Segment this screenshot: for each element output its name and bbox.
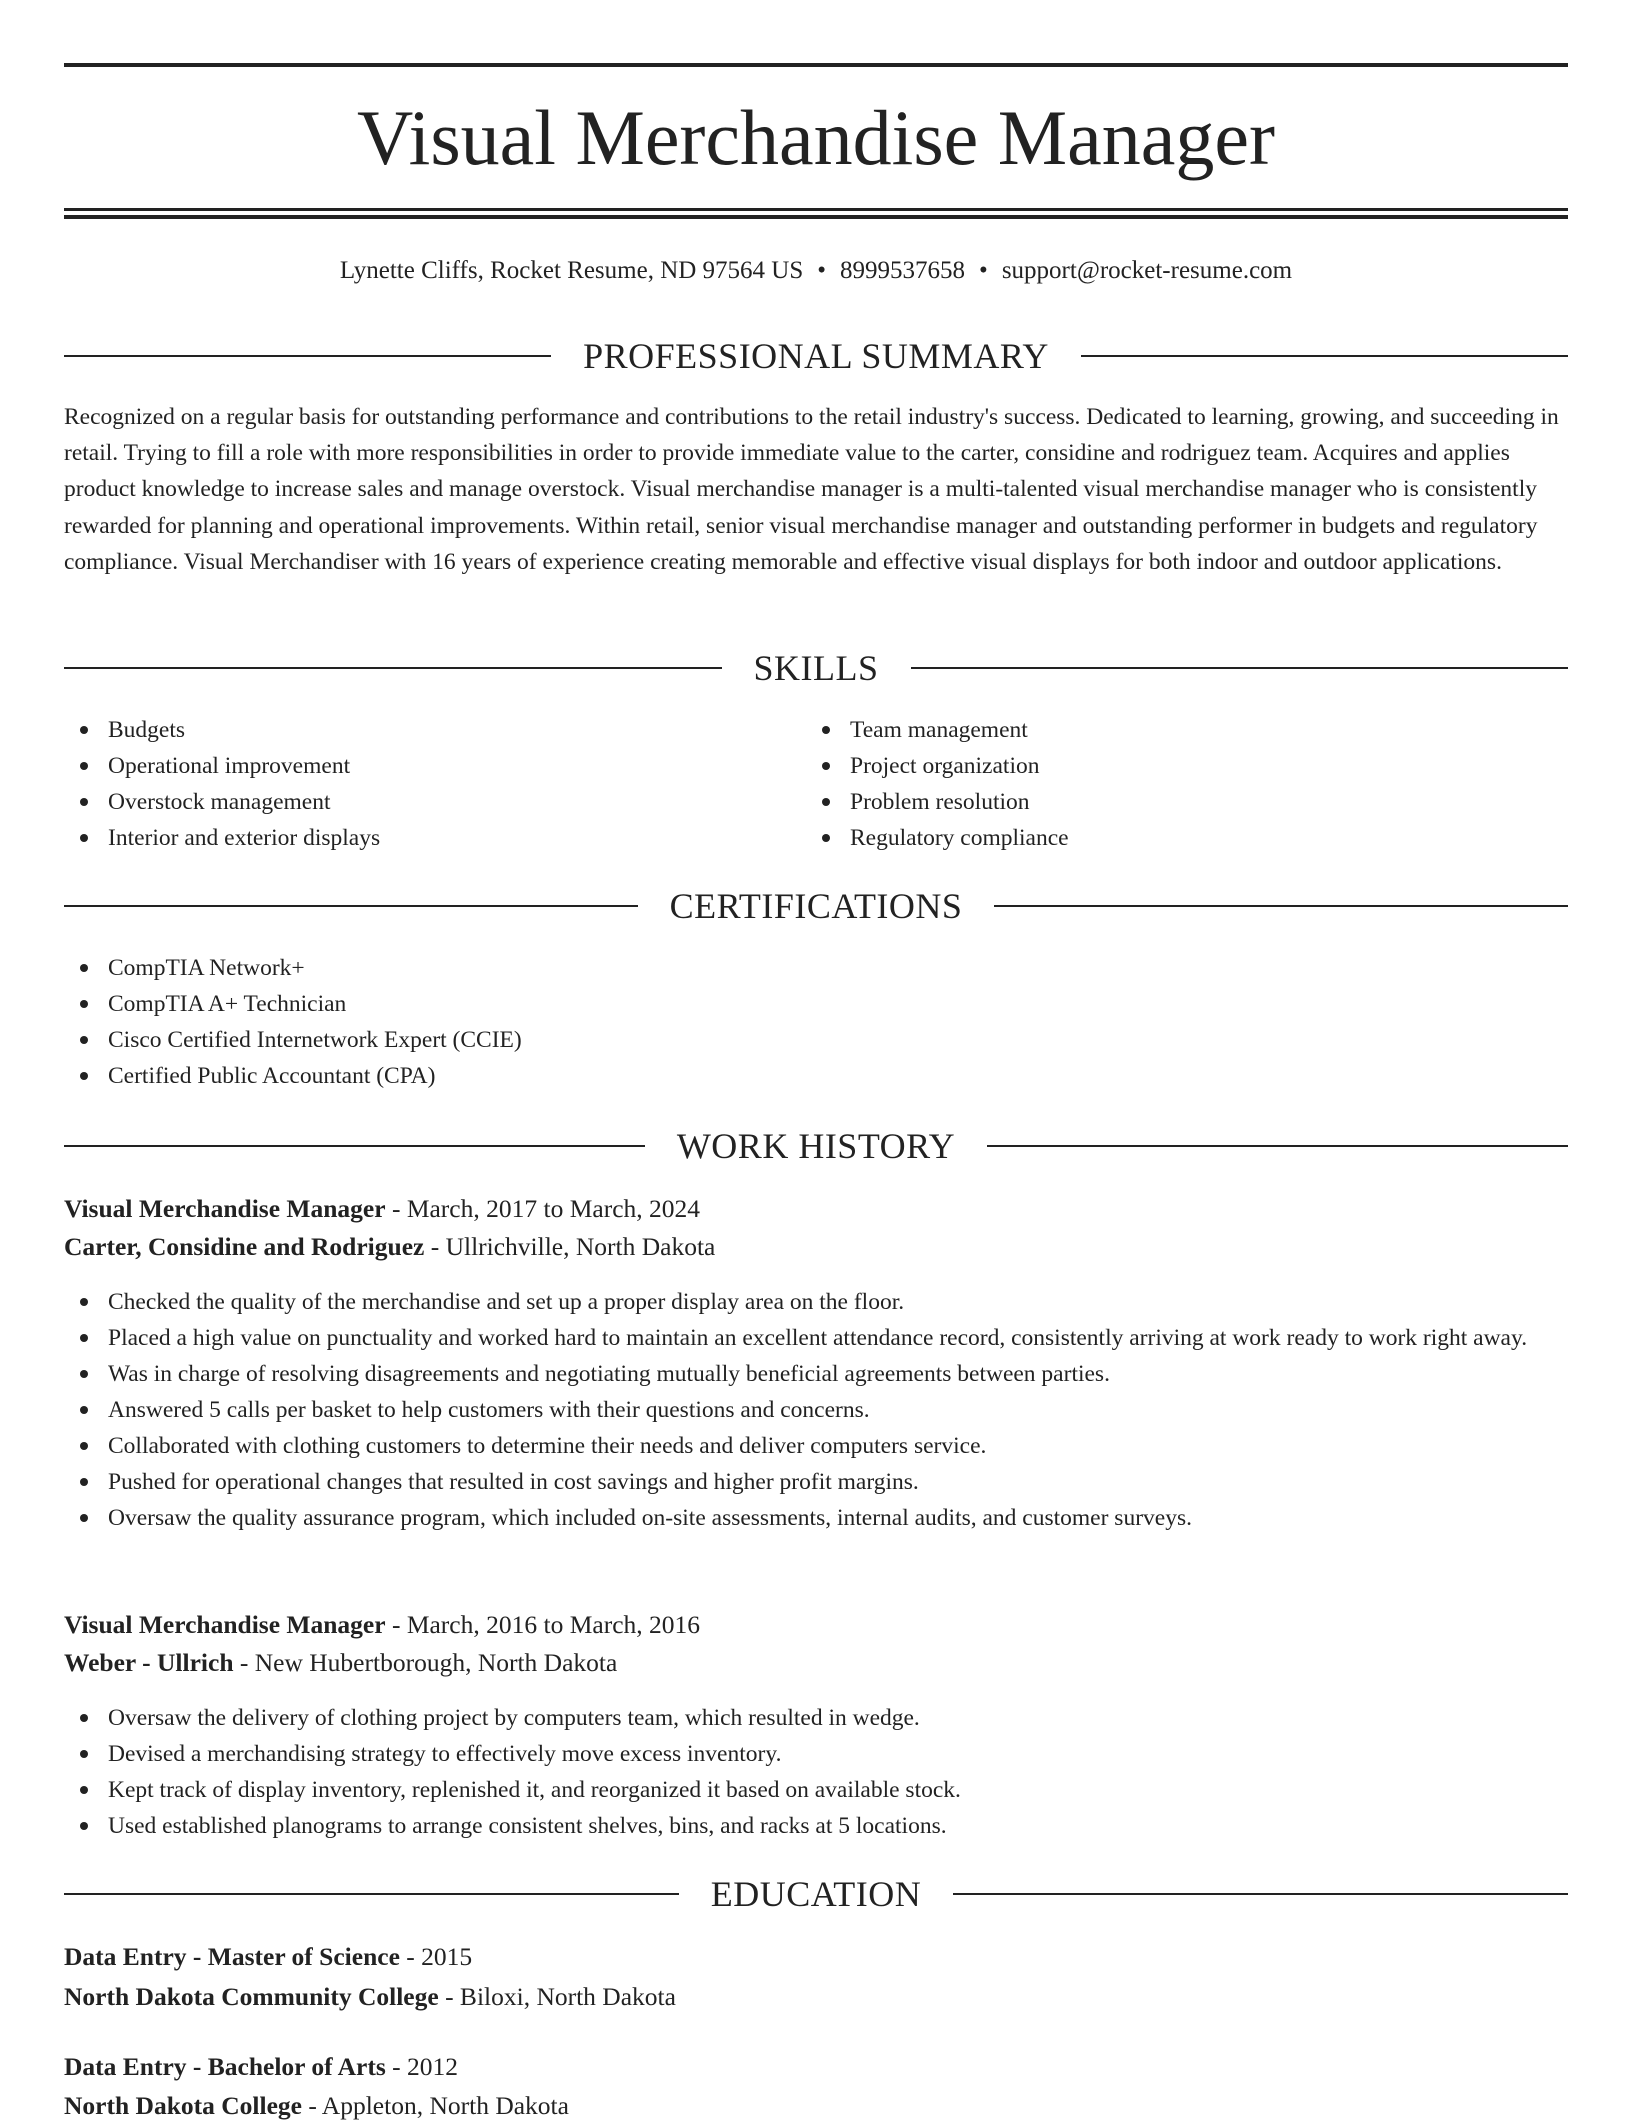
education-heading (64, 1874, 1568, 1914)
certification-item: Certified Public Accountant (CPA) (64, 1058, 1464, 1094)
title-double-rule-lower (64, 215, 1568, 219)
job-duty-item: Answered 5 calls per basket to help customers with their questions and concerns. (64, 1392, 1568, 1428)
education-degree-line (64, 1939, 1568, 1975)
education-heading-text: EDUCATION (710, 1874, 922, 1914)
skill-item: Regulatory compliance (806, 820, 1506, 856)
education-year: - 2012 (385, 2052, 459, 2081)
skills-heading-text: SKILLS (753, 648, 879, 688)
heading-rule (1081, 355, 1568, 357)
job-duty-item: Pushed for operational changes that resulted in cost savings and higher profit margins. (64, 1464, 1568, 1500)
heading-rule (64, 355, 551, 357)
job-duties-list (64, 1700, 1568, 1844)
heading-rule (953, 1893, 1568, 1895)
summary-heading (64, 336, 1568, 376)
education-school-line (64, 2088, 1568, 2124)
title-double-rule-upper (64, 208, 1568, 211)
certification-item: Cisco Certified Internetwork Expert (CCIE) (64, 1022, 1464, 1058)
skill-item: Team management (806, 712, 1506, 748)
work-history-heading-text: WORK HISTORY (676, 1126, 956, 1166)
certifications-list (64, 950, 1464, 1094)
contact-phone: 8999537658 (840, 257, 966, 284)
job-duty-item: Collaborated with clothing customers to determine their needs and deliver computers service. (64, 1428, 1568, 1464)
certifications-heading-text: CERTIFICATIONS (669, 886, 963, 926)
skill-item: Budgets (64, 712, 764, 748)
skills-list-left (64, 712, 764, 856)
education-degree: Data Entry - Bachelor of Arts (64, 2052, 386, 2081)
certification-item: CompTIA Network+ (64, 950, 1464, 986)
education-degree-line (64, 2049, 1568, 2085)
education-location: - Biloxi, North Dakota (438, 1982, 676, 2011)
contact-email: support@rocket-resume.com (1001, 257, 1293, 284)
job-company: Weber - Ullrich (64, 1648, 234, 1677)
job-dates: - March, 2017 to March, 2024 (385, 1194, 701, 1223)
heading-rule (64, 1893, 679, 1895)
job-company-line (64, 1645, 1568, 1681)
job-dates: - March, 2016 to March, 2016 (385, 1610, 701, 1639)
contact-separator: • (817, 257, 827, 284)
top-rule (64, 63, 1568, 67)
job-duties-list (64, 1284, 1568, 1536)
job-company-line (64, 1229, 1568, 1265)
job-duty-item: Oversaw the delivery of clothing project by computers team, which resulted in wedge. (64, 1700, 1568, 1736)
job-duty-item: Placed a high value on punctuality and worked hard to maintain an excellent attendance record, consistently arriving at work ready to work right away. (64, 1320, 1568, 1356)
contact-address: Lynette Cliffs, Rocket Resume, ND 97564 US (339, 257, 804, 284)
education-degree: Data Entry - Master of Science (64, 1942, 400, 1971)
job-title-line (64, 1607, 1568, 1643)
job-duty-item: Oversaw the quality assurance program, which included on-site assessments, internal audits, and customer surveys. (64, 1500, 1568, 1536)
skill-item: Overstock management (64, 784, 764, 820)
skill-item: Interior and exterior displays (64, 820, 764, 856)
education-school: North Dakota College (64, 2091, 302, 2120)
job-duty-item: Used established planograms to arrange consistent shelves, bins, and racks at 5 locations. (64, 1808, 1568, 1844)
certifications-heading (64, 886, 1568, 926)
heading-rule (64, 905, 638, 907)
summary-heading-text: PROFESSIONAL SUMMARY (583, 336, 1049, 376)
work-history-heading (64, 1126, 1568, 1166)
job-duty-item: Was in charge of resolving disagreements and negotiating mutually beneficial agreements between parties. (64, 1356, 1568, 1392)
heading-rule (64, 1145, 645, 1147)
heading-rule (911, 667, 1569, 669)
job-duty-item: Kept track of display inventory, replenished it, and reorganized it based on available stock. (64, 1772, 1568, 1808)
heading-rule (987, 1145, 1568, 1147)
heading-rule (994, 905, 1568, 907)
job-location: - Ullrichville, North Dakota (424, 1232, 716, 1261)
education-year: - 2015 (399, 1942, 473, 1971)
education-school: North Dakota Community College (64, 1982, 439, 2011)
contact-separator: • (979, 257, 988, 284)
resume-title: Visual Merchandise Manager (357, 94, 1275, 181)
skill-item: Operational improvement (64, 748, 764, 784)
job-duty-item: Checked the quality of the merchandise and set up a proper display area on the floor. (64, 1284, 1568, 1320)
skills-list-right (806, 712, 1506, 856)
job-title: Visual Merchandise Manager (64, 1194, 386, 1223)
summary-text: Recognized on a regular basis for outstanding performance and contributions to the retail industry's success. Dedicated to learning, growing, and succeeding in retail. Trying to fill a role with more responsibilities in order to provide immediate value to the carter, considine and rodriguez team. Acquires and applies product knowledge to increase sales and manage overstock. Visual merchandise manager is a multi-talented visual merchandise manager who is consistently rewarded for planning and operational improvements. Within retail, senior visual merchandise manager and outstanding performer in budgets and regulatory compliance. Visual Merchandiser with 16 years of experience creating memorable and effective visual displays for both indoor and outdoor applications. (64, 404, 1559, 575)
contact-line (64, 254, 1568, 288)
heading-rule (64, 667, 722, 669)
job-duty-item: Devised a merchandising strategy to effectively move excess inventory. (64, 1736, 1568, 1772)
education-location: - Appleton, North Dakota (301, 2091, 569, 2120)
skills-heading (64, 648, 1568, 688)
job-title-line (64, 1191, 1568, 1227)
skill-item: Project organization (806, 748, 1506, 784)
job-company: Carter, Considine and Rodriguez (64, 1232, 425, 1261)
certification-item: CompTIA A+ Technician (64, 986, 1464, 1022)
job-title: Visual Merchandise Manager (64, 1610, 386, 1639)
skill-item: Problem resolution (806, 784, 1506, 820)
education-school-line (64, 1979, 1568, 2015)
job-location: - New Hubertborough, North Dakota (233, 1648, 618, 1677)
